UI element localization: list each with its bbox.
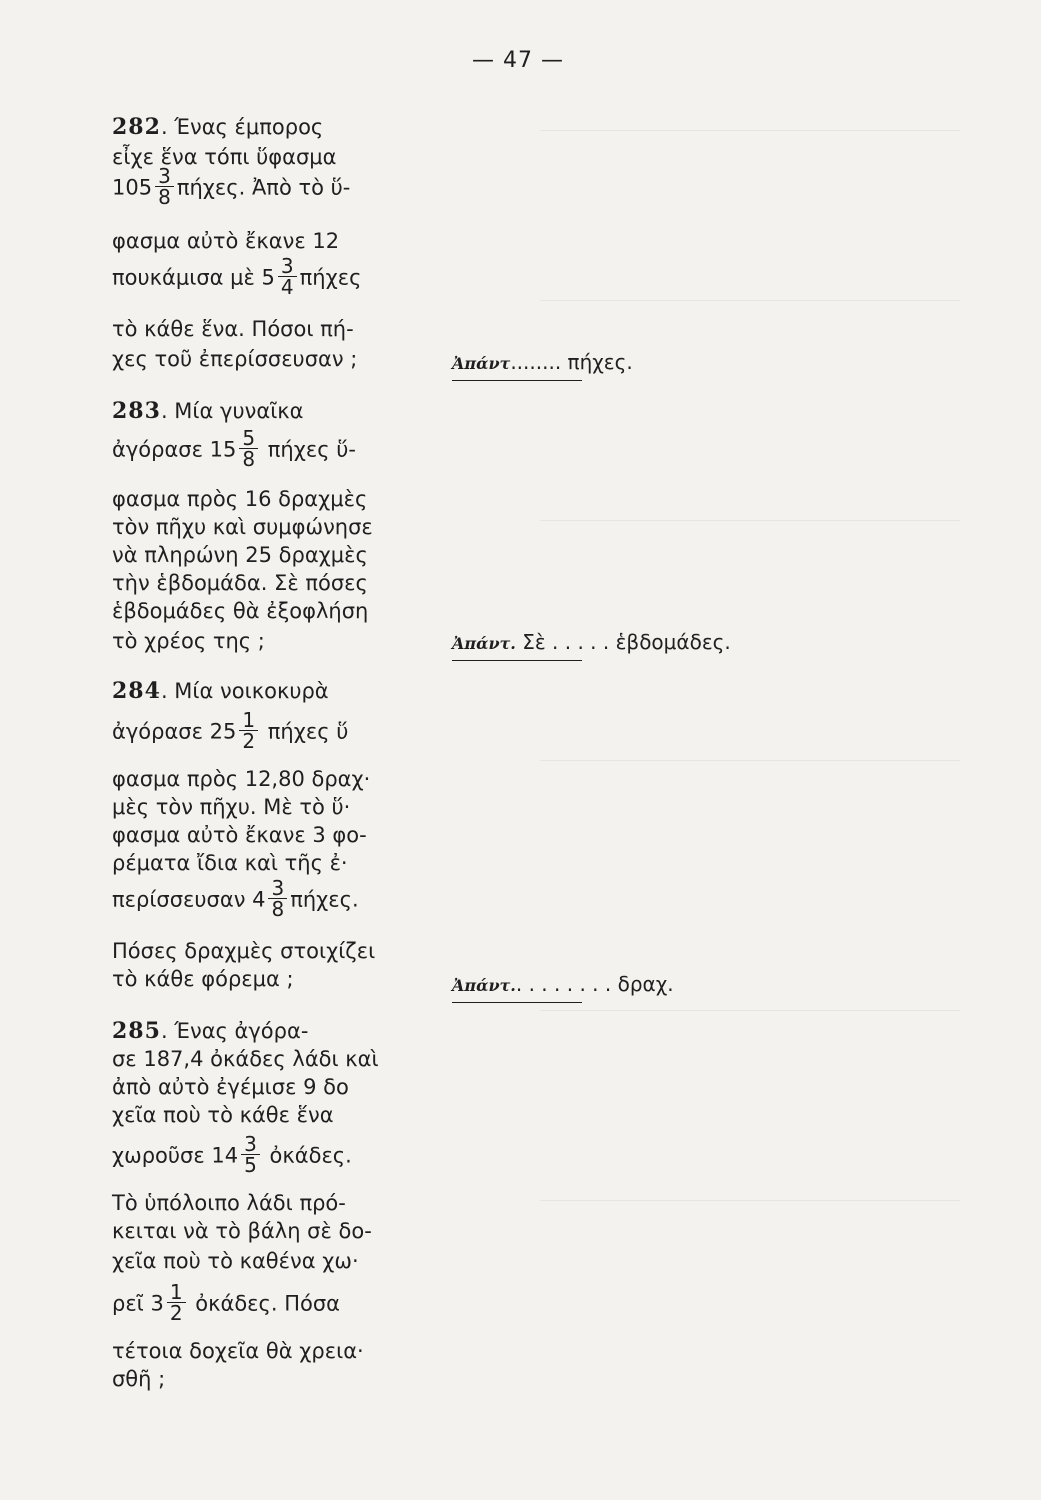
fraction: $\frac{3}{8}$ — [268, 878, 287, 919]
problem-line: 284. Μία νοικοκυρὰ — [112, 678, 329, 704]
problem-line: ρέματα ἴδια καὶ τῆς ἐ· — [112, 851, 348, 875]
problem-line: τέτοια δοχεῖα θὰ χρεια· — [112, 1339, 364, 1363]
problem-line: κειται νὰ τὸ βάλη σὲ δο- — [112, 1219, 372, 1243]
problem-line: τὴν ἑβδομάδα. Σὲ πόσες — [112, 571, 368, 595]
problem-line: χεῖα ποὺ τὸ καθένα χω· — [112, 1249, 359, 1273]
problem-line: 105 $\frac{3}{8}$ πήχες. Ἀπὸ τὸ ὕ- — [112, 164, 351, 209]
fraction: $\frac{3}{8}$ — [155, 166, 174, 207]
problem-line: φασμα πρὸς 16 δραχμὲς — [112, 487, 368, 511]
problem-line: φασμα αὐτὸ ἔκανε 3 φο- — [112, 823, 367, 847]
answer-283: Ἀπάντ. Σὲ . . . . . ἑβδομάδες. — [452, 630, 731, 654]
problem-line: πουκάμισα μὲ 5 $\frac{3}{4}$ πήχες — [112, 254, 362, 299]
answer-rule — [452, 1002, 582, 1003]
bleed-through — [540, 1010, 960, 1011]
fraction: $\frac{5}{8}$ — [239, 428, 258, 469]
problem-line: τὸν πῆχυ καὶ συμφώνησε — [112, 515, 373, 539]
problem-number: 285 — [112, 1018, 161, 1044]
problem-line: τὸ κάθε ἕνα. Πόσοι πή- — [112, 317, 354, 341]
bleed-through — [540, 1200, 960, 1201]
problem-line: ἀγόρασε 15 $\frac{5}{8}$ πήχες ὕ- — [112, 426, 356, 471]
problem-line: ἀγόρασε 25 $\frac{1}{2}$ πήχες ὕ — [112, 708, 349, 753]
problem-line: ἑβδομάδες θὰ ἐξοφλήση — [112, 599, 369, 623]
fraction: $\frac{1}{2}$ — [167, 1282, 186, 1323]
problem-line: νὰ πληρώνη 25 δραχμὲς — [112, 543, 368, 567]
problem-line: τὸ χρέος της ; — [112, 629, 265, 653]
bleed-through — [540, 520, 960, 521]
problem-line: φασμα πρὸς 12,80 δραχ· — [112, 767, 371, 791]
problem-line: χωροῦσε 14 $\frac{3}{5}$ ὀκάδες. — [112, 1132, 352, 1177]
problem-line: Τὸ ὑπόλοιπο λάδι πρό- — [112, 1191, 346, 1215]
problem-line: Πόσες δραχμὲς στοιχίζει — [112, 939, 376, 963]
bleed-through — [540, 130, 960, 131]
page-number: — 47 — — [472, 48, 564, 73]
fraction: $\frac{3}{5}$ — [241, 1134, 260, 1175]
problem-number: 283 — [112, 398, 161, 424]
problem-line: σε 187,4 ὀκάδες λάδι καὶ — [112, 1047, 379, 1071]
problem-line: 282. Ένας έμπορος — [112, 114, 324, 140]
problem-line: περίσσευσαν 4 $\frac{3}{8}$ πήχες. — [112, 876, 359, 921]
problem-line: εἶχε ἕνα τόπι ὕφασμα — [112, 145, 337, 169]
problem-line: σθῆ ; — [112, 1367, 166, 1391]
problem-line: τὸ κάθε φόρεμα ; — [112, 967, 294, 991]
problem-line: ἀπὸ αὐτὸ ἐγέμισε 9 δο — [112, 1075, 349, 1099]
problem-number: 282 — [112, 114, 161, 140]
problem-line: φασμα αὐτὸ ἔκανε 12 — [112, 229, 340, 253]
problem-number: 284 — [112, 678, 161, 704]
answer-rule — [452, 380, 582, 381]
bleed-through — [540, 760, 960, 761]
fraction: $\frac{3}{4}$ — [278, 256, 297, 297]
problem-line: χες τοῦ ἐπερίσσευσαν ; — [112, 347, 358, 371]
bleed-through — [540, 300, 960, 301]
problem-line: χεῖα ποὺ τὸ κάθε ἕνα — [112, 1103, 334, 1127]
problem-line: 283. Μία γυναῖκα — [112, 398, 304, 424]
fraction: $\frac{1}{2}$ — [239, 710, 258, 751]
answer-284: Ἀπάντ.. . . . . . . . δραχ. — [452, 972, 674, 996]
answer-282: Ἀπάντ........ πήχες. — [452, 350, 633, 374]
problem-line: ρεῖ 3 $\frac{1}{2}$ ὀκάδες. Πόσα — [112, 1280, 340, 1325]
answer-rule — [452, 660, 582, 661]
problem-line: 285. Ένας ἀγόρα- — [112, 1018, 309, 1044]
problem-line: μὲς τὸν πῆχυ. Μὲ τὸ ὕ· — [112, 795, 351, 819]
